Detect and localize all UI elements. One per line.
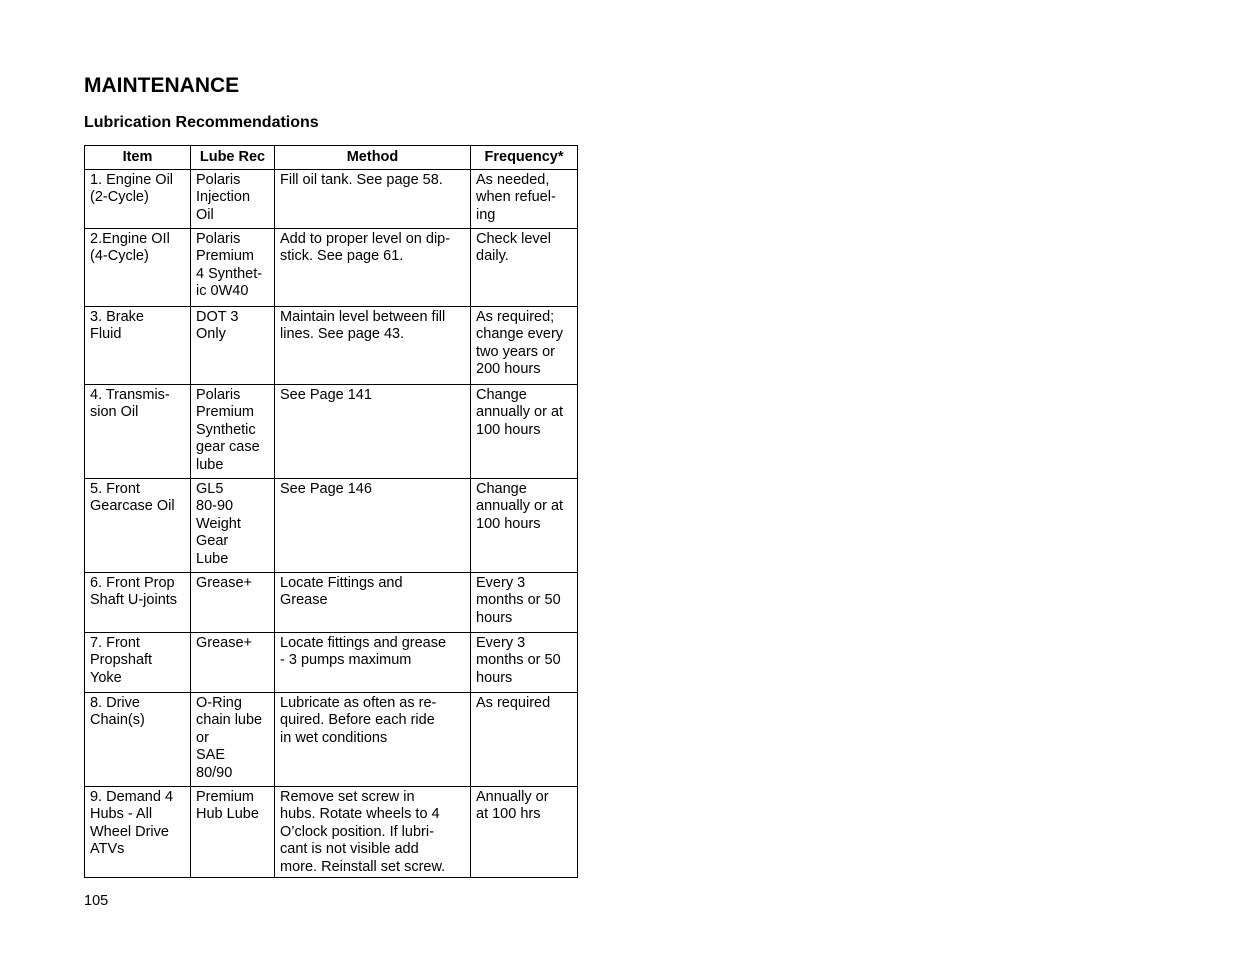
cell-frequency: Every 3 months or 50 hours <box>471 633 578 693</box>
table-header-row <box>85 146 578 170</box>
cell-frequency: As needed, when refuel- ing <box>471 170 578 229</box>
cell-frequency: Change annually or at 100 hours <box>471 385 578 479</box>
cell-frequency: Change annually or at 100 hours <box>471 479 578 573</box>
cell-frequency: As required <box>471 693 578 787</box>
cell-frequency: Check level daily. <box>471 229 578 307</box>
cell-method: Fill oil tank. See page 58. <box>275 170 471 229</box>
cell-lube-rec: Polaris Injection Oil <box>191 170 275 229</box>
cell-lube-rec: Polaris Premium 4 Synthet- ic 0W40 <box>191 229 275 307</box>
lubrication-table <box>84 145 578 878</box>
cell-item: 2.Engine OIl (4-Cycle) <box>85 229 191 307</box>
cell-frequency: As required; change every two years or 200 hours <box>471 307 578 385</box>
cell-item: 9. Demand 4 Hubs - All Wheel Drive ATVs <box>85 787 191 878</box>
cell-lube-rec: Polaris Premium Synthetic gear case lube <box>191 385 275 479</box>
cell-method: Lubricate as often as re- quired. Before each ride in wet conditions <box>275 693 471 787</box>
column-header-frequency: Frequency* <box>471 146 578 170</box>
table-row <box>85 229 578 307</box>
column-header-method: Method <box>275 146 471 170</box>
cell-frequency: Annually or at 100 hrs <box>471 787 578 878</box>
cell-method: Remove set screw in hubs. Rotate wheels to 4 O’clock position. If lubri- cant is not visible add more. Reinstall set screw. <box>275 787 471 878</box>
cell-method: Locate fittings and grease - 3 pumps maximum <box>275 633 471 693</box>
table-row <box>85 385 578 479</box>
table-row <box>85 479 578 573</box>
cell-item: 6. Front Prop Shaft U-joints <box>85 573 191 633</box>
cell-item: 3. Brake Fluid <box>85 307 191 385</box>
cell-method: See Page 141 <box>275 385 471 479</box>
page-title: MAINTENANCE <box>84 74 240 97</box>
cell-item: 8. Drive Chain(s) <box>85 693 191 787</box>
cell-method: Add to proper level on dip- stick. See page 61. <box>275 229 471 307</box>
cell-item: 5. Front Gearcase Oil <box>85 479 191 573</box>
cell-item: 1. Engine Oil (2-Cycle) <box>85 170 191 229</box>
cell-item: 7. Front Propshaft Yoke <box>85 633 191 693</box>
table-row <box>85 787 578 878</box>
column-header-item: Item <box>85 146 191 170</box>
cell-lube-rec: Grease+ <box>191 573 275 633</box>
table-row <box>85 573 578 633</box>
cell-lube-rec: Grease+ <box>191 633 275 693</box>
cell-method: See Page 146 <box>275 479 471 573</box>
cell-item: 4. Transmis- sion Oil <box>85 385 191 479</box>
cell-method: Maintain level between fill lines. See page 43. <box>275 307 471 385</box>
cell-lube-rec: GL5 80-90 Weight Gear Lube <box>191 479 275 573</box>
table-row <box>85 693 578 787</box>
cell-lube-rec: O-Ring chain lube or SAE 80/90 <box>191 693 275 787</box>
table-row <box>85 633 578 693</box>
cell-lube-rec: DOT 3 Only <box>191 307 275 385</box>
table-row <box>85 307 578 385</box>
cell-method: Locate Fittings and Grease <box>275 573 471 633</box>
cell-frequency: Every 3 months or 50 hours <box>471 573 578 633</box>
table-row <box>85 170 578 229</box>
cell-lube-rec: Premium Hub Lube <box>191 787 275 878</box>
page-number: 105 <box>84 893 109 909</box>
column-header-lube-rec: Lube Rec <box>191 146 275 170</box>
section-title: Lubrication Recommendations <box>84 114 319 131</box>
